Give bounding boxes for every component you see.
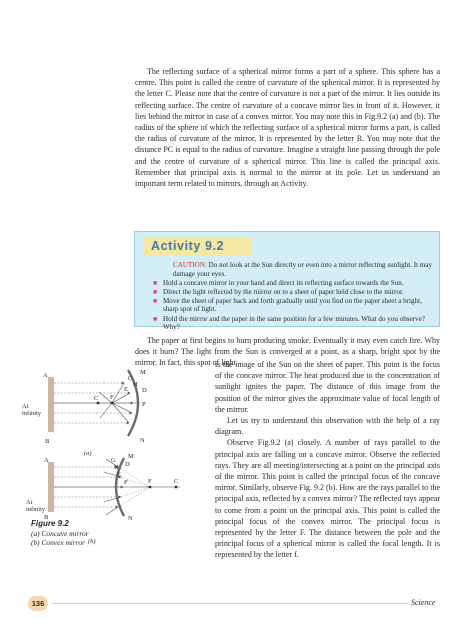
- bullet-icon: ■: [153, 296, 158, 305]
- source-block: [48, 462, 54, 512]
- label-N: N: [140, 437, 145, 444]
- explanation-paragraph-1: is the image of the Sun on the sheet of paper. This point is the focus of the concave mirror. The heat produced due to the concentration of sunlight ignites the paper. The distance of this image from the position of the mirror gives the approximate value of focal length of the mirror.: [215, 360, 440, 414]
- label-F: F: [148, 478, 152, 485]
- source-label-line1: At: [26, 499, 33, 506]
- label-P: P: [124, 479, 128, 486]
- source-label-line2: infinity: [22, 410, 42, 417]
- caution-text: Do not look at the Sun directly or even into a mirror reflecting sunlight. It may damage your eyes.: [173, 261, 433, 278]
- footer-subject: Science: [411, 598, 436, 607]
- bullet-icon: ■: [153, 278, 158, 287]
- figure-caption-b: (b) Convex mirror: [31, 538, 85, 547]
- label-M: M: [128, 453, 134, 460]
- label-A: A: [43, 372, 48, 379]
- activity-title: Activity 9.2: [143, 237, 251, 256]
- label-B: B: [45, 438, 50, 445]
- activity-step-text: Hold a concave mirror in your hand and direct its reflecting surface towards the Sun.: [163, 278, 404, 287]
- label-E: E: [117, 471, 121, 478]
- label-E: E: [124, 386, 128, 393]
- label-C: C: [174, 478, 179, 485]
- label-F: F: [110, 394, 114, 401]
- label-B: B: [44, 514, 49, 521]
- label-C: C: [94, 395, 99, 402]
- source-label-line2: infinity: [26, 506, 46, 513]
- label-N: N: [128, 515, 133, 522]
- source-label-line1: At: [22, 403, 29, 410]
- focus-point: [111, 402, 114, 405]
- source-block: [48, 377, 54, 432]
- observation-paragraph: The paper at first begins to burn producing smoke. Eventually it may even catch fire. Why does it burn? The light from the Sun is converged at a point, as a sharp, bright spot by the mirror. In fact, this spot of light: [135, 336, 440, 368]
- diagram-a-label: (a): [84, 450, 92, 457]
- label-A: A: [44, 457, 49, 464]
- figure-caption-a: (a) Concave mirror: [31, 529, 89, 538]
- label-H: H: [133, 381, 138, 388]
- bullet-icon: ■: [153, 314, 158, 323]
- diagram-b-label: (b): [88, 538, 96, 545]
- activity-step-text: Move the sheet of paper back and forth gradually until you find on the paper sheet a bright, sharp spot of light.: [163, 296, 422, 314]
- bullet-icon: ■: [153, 287, 158, 296]
- figure-title: Figure 9.2: [31, 519, 69, 528]
- centre-point: [175, 486, 178, 489]
- explanation-paragraph-2: Let us try to understand this observation with the help of a ray diagram.: [215, 416, 440, 437]
- figure-caption: [31, 519, 131, 547]
- activity-step-text: Hold the mirror and the paper in the same position for a few minutes. What do you observe? Why?: [163, 314, 425, 332]
- activity-step-text: Direct the light reflected by the mirror on to a sheet of paper held close to the mirror.: [163, 287, 404, 296]
- focus-point: [149, 486, 152, 489]
- explanation-paragraph-3: Observe Fig.9.2 (a) closely. A number of rays parallel to the principal axis are falling on a concave mirror. Observe the reflected rays. They are all meeting/intersecting at a point on the principal axis of the mirror. This point is called the principal focus of the concave mirror. Similarly, observe Fig. 9.2 (b). How are the rays parallel to the principal axis, reflected by a convex mirror? The reflected rays appear to come from a point on the principal axis. This point is called the principal focus of the convex mirror. The principal focus is represented by the letter F. The distance between the pole and the principal focus of a spherical mirror is called the focal length. It is represented by the letter f.: [215, 438, 440, 560]
- footer-divider: [52, 603, 408, 604]
- label-P: P: [142, 401, 146, 408]
- label-G: G: [111, 457, 116, 464]
- label-M: M: [140, 369, 146, 376]
- intro-paragraph: The reflecting surface of a spherical mirror forms a part of a sphere. This sphere has a centre. This point is called the centre of curvature of the spherical mirror. It is represented by the letter C. Please note that the centre of curvature is not a part of the mirror. It lies outside its reflecting surface. The centre of curvature of a concave mirror lies in front of it. However, it lies behind the mirror in case of a convex mirror. You may note this in Fig.9.2 (a) and (b). The radius of the sphere of which the reflecting surface of a spherical mirror forms a part, is called the radius of curvature of the mirror. It is represented by the letter R. You may note that the distance PC is equal to the radius of curvature. Imagine a straight line passing through the pole and the centre of curvature of a spherical mirror. This line is called the principal axis. Remember that principal axis is normal to the mirror at its pole. Let us understand an important term related to mirrors, through an Activity.: [135, 67, 440, 189]
- label-G: G: [128, 375, 133, 382]
- label-H: H: [114, 464, 119, 471]
- caution-label: CAUTION:: [173, 261, 207, 269]
- page-number: 136: [28, 596, 48, 611]
- label-D: D: [125, 461, 130, 468]
- centre-point: [97, 402, 100, 405]
- label-D: D: [142, 387, 147, 394]
- concave-mirror-diagram: [22, 369, 147, 457]
